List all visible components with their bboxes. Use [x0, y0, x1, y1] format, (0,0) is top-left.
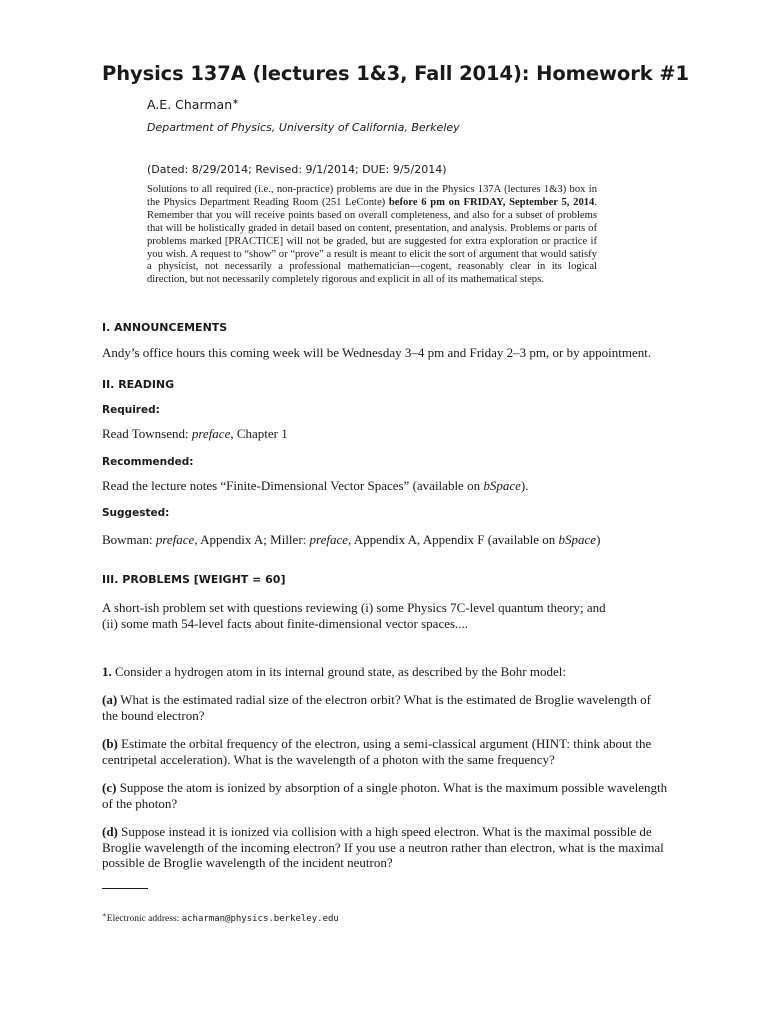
problem-1b-text: Estimate the orbital frequency of the electron, using a semi-classical argument (HINT: think about the centripetal acceleration). What is the wavelength of a photon with the same frequency?: [102, 736, 652, 767]
footnote-rule: [102, 888, 148, 889]
problem-1d-text: Suppose instead it is ionized via collision with a high speed electron. What is the maximal possible de Broglie wavelength of the incoming electron? If you use a neutron rather than electron, what is the maximal possible de Broglie wavelength of the incident neutron?: [102, 824, 664, 870]
problem-1-statement: [102, 664, 722, 680]
abstract-text-2: . Remember that you will receive points based on overall completeness, and also for a subset of problems that will be holistically graded in detail based on content, presentation, and analysis. Problems or parts of problems marked [PRACTICE] will not be graded, but are suggested for extra exploration or practice if you wish. A request to “show” or “prove” a result is meant to elicit the sort of argument that would satisfy a physicist, not necessarily a professional mathematician—cogent, reasonably clear in its logical direction, but not necessarily completely rigorous and explicit in all of its mathematical steps.: [147, 196, 597, 286]
dated-line: (Dated: 8/29/2014; Revised: 9/1/2014; DUE: 9/5/2014): [147, 163, 447, 176]
author-footnote-mark: ∗: [232, 97, 239, 106]
reading-recommended-label: Recommended:: [102, 456, 194, 468]
reading-recommended-b: ).: [520, 478, 529, 493]
problem-1b-label: (b): [102, 736, 118, 751]
section-heading-announcements: I. ANNOUNCEMENTS: [102, 321, 228, 334]
problem-1c: [102, 780, 668, 811]
problem-1d-label: (d): [102, 824, 118, 839]
reading-suggested-text: [102, 532, 702, 548]
problem-1-text: Consider a hydrogen atom in its internal ground state, as described by the Bohr model:: [111, 664, 566, 679]
reading-suggested-a: Bowman:: [102, 532, 156, 547]
problem-1c-label: (c): [102, 780, 117, 795]
reading-required-a: Read Townsend:: [102, 426, 192, 441]
reading-suggested-italic-3: bSpace: [558, 532, 597, 547]
section-heading-reading: II. READING: [102, 378, 175, 391]
problem-1a-label: (a): [102, 692, 118, 707]
reading-required-label: Required:: [102, 404, 160, 416]
footnote: [102, 911, 339, 924]
author-name: A.E. Charman: [147, 97, 233, 113]
reading-suggested-label: Suggested:: [102, 507, 170, 519]
abstract-text-1: Solutions to all required (i.e., non-practice) problems are due in the Physics 137A (lectures 1&3) box in the Physics Department Reading Room (251 LeConte): [147, 184, 597, 208]
problem-1c-text: Suppose the atom is ionized by absorption of a single photon. What is the maximum possible wavelength of the photon?: [102, 780, 668, 811]
reading-suggested-italic-2: preface: [309, 532, 349, 547]
page-title: Physics 137A (lectures 1&3, Fall 2014): Homework #1: [102, 62, 689, 85]
reading-recommended-a: Read the lecture notes “Finite-Dimensional Vector Spaces” (available on: [102, 478, 484, 493]
footnote-email: acharman@physics.berkeley.edu: [181, 914, 339, 925]
abstract-deadline: before 6 pm on FRIDAY, September 5, 2014: [388, 196, 595, 208]
announcements-text: Andy’s office hours this coming week will be Wednesday 3–4 pm and Friday 2–3 pm, or by appointment.: [102, 345, 652, 360]
section-heading-problems: III. PROBLEMS [WEIGHT = 60]: [102, 573, 286, 586]
problem-1-number: 1.: [102, 664, 112, 679]
problem-1a: [102, 692, 668, 723]
reading-suggested-c: , Appendix A, Appendix F (available on: [348, 532, 559, 547]
reading-recommended-text: [102, 478, 668, 494]
reading-required-italic: preface: [191, 426, 231, 441]
reading-suggested-b: , Appendix A; Miller:: [194, 532, 310, 547]
footnote-mark: ∗: [102, 911, 107, 919]
author-line: [147, 97, 239, 112]
footnote-label: Electronic address:: [106, 914, 182, 925]
reading-suggested-d: ): [596, 532, 601, 547]
problem-1a-text: What is the estimated radial size of the electron orbit? What is the estimated de Broglie wavelength of the bound electron?: [102, 692, 651, 723]
reading-recommended-italic: bSpace: [483, 478, 521, 493]
problem-1b: [102, 736, 668, 767]
reading-suggested-italic-1: preface: [155, 532, 195, 547]
affiliation: Department of Physics, University of California, Berkeley: [147, 121, 460, 134]
reading-required-text: [102, 426, 668, 442]
problems-intro: A short-ish problem set with questions reviewing (i) some Physics 7C-level quantum theory; and (ii) some math 54-level facts about finite-dimensional vector spaces....: [102, 600, 606, 631]
problem-1d: [102, 824, 668, 871]
reading-required-b: , Chapter 1: [230, 426, 288, 441]
abstract: [147, 184, 597, 287]
